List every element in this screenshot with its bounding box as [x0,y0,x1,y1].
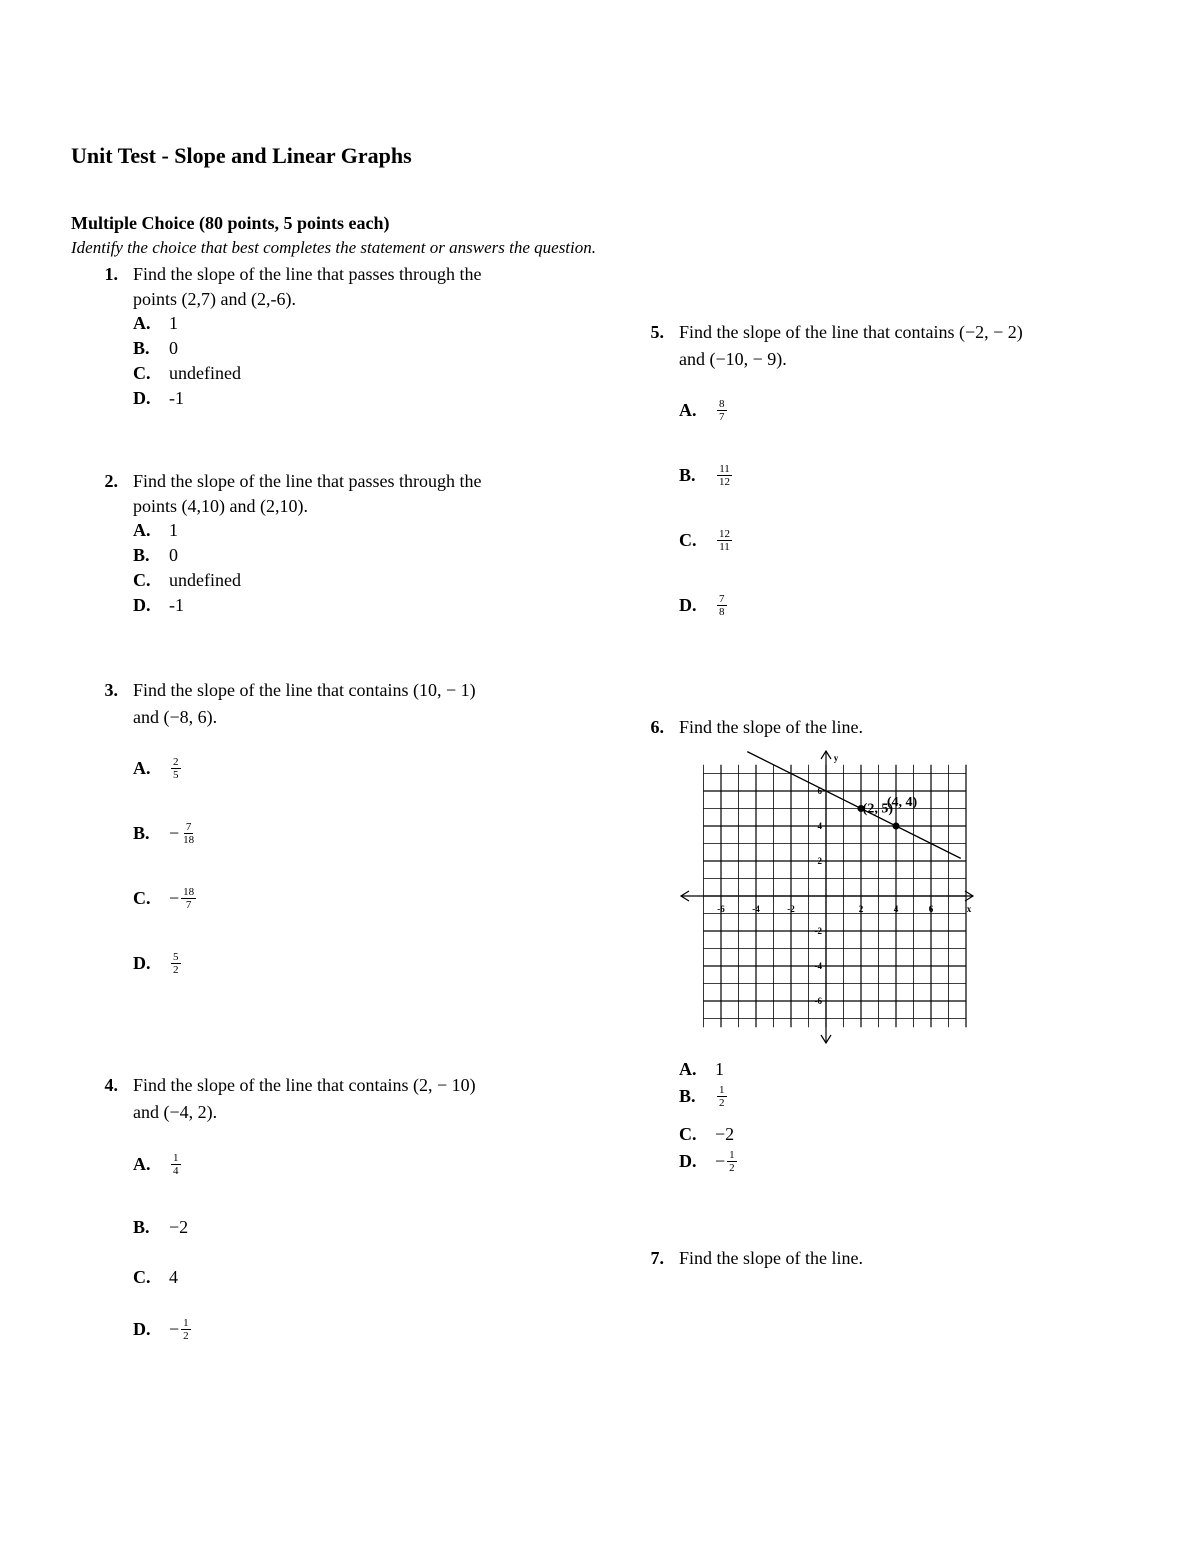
coordinate-graph [675,745,985,1050]
option-text: 1 [169,520,178,540]
x-tick-label: 2 [858,904,864,914]
y-tick-label: 4 [817,821,822,831]
option-letter: B. [133,1217,150,1237]
answer-option[interactable] [133,821,196,846]
option-text: -1 [169,388,184,408]
question-text-line: Find the slope of the line that passes through the [133,264,482,284]
answer-option[interactable] [679,1059,724,1080]
option-text: −2 [169,1217,189,1237]
option-letter: B. [679,465,696,485]
answer-option[interactable] [679,463,732,488]
question-text-line: points (4,10) and (2,10). [133,496,308,516]
y-tick-label: -2 [814,926,822,936]
option-letter: C. [133,888,151,908]
question-text-line: Find the slope of the line that contains (2, − 10) [133,1075,476,1095]
option-text: undefined [169,363,241,383]
y-tick-label: -6 [814,996,822,1006]
fraction-numerator: 1 [173,1152,179,1164]
fraction-numerator: 5 [173,951,179,963]
option-letter: C. [679,530,697,550]
option-letter: D. [133,953,151,973]
y-tick-label: -4 [814,961,822,971]
fraction-numerator: 1 [183,1317,189,1329]
option-letter: C. [133,570,151,590]
fraction-denominator: 2 [183,1330,189,1342]
fraction-numerator: 7 [185,821,192,833]
option-letter: A. [133,758,151,778]
answer-option[interactable] [133,595,184,616]
option-text: 0 [169,338,178,358]
question-number: 4. [104,1075,118,1095]
question-number: 1. [104,264,118,284]
question-number: 7. [650,1248,664,1268]
answer-option[interactable] [133,756,181,781]
option-sign: − [169,1319,180,1339]
x-tick-label: -4 [752,904,760,914]
option-letter: D. [133,1319,151,1339]
answer-option[interactable] [133,520,178,541]
fraction-denominator: 5 [173,769,179,781]
question-text-line: Find the slope of the line that passes through the [133,471,482,491]
fraction-denominator: 7 [719,411,725,423]
answer-option[interactable] [679,1124,734,1145]
point-label: (2, 5) [862,801,893,817]
question-number: 2. [104,471,118,491]
option-text: 0 [169,545,178,565]
answer-option[interactable] [133,951,181,976]
answer-option[interactable] [133,338,178,359]
option-fraction [181,821,196,846]
fraction-denominator: 7 [185,899,192,911]
option-letter: D. [679,1151,697,1171]
answer-option[interactable] [679,1149,737,1174]
fraction-denominator: 2 [729,1162,735,1174]
question-text-line: Find the slope of the line that contains (10, − 1) [133,680,476,700]
answer-option[interactable] [679,593,727,618]
y-tick-label: 6 [817,786,822,796]
option-letter: D. [133,595,151,615]
option-letter: B. [679,1086,696,1106]
fraction-numerator: 2 [173,756,179,768]
option-letter: B. [133,545,150,565]
option-letter: A. [133,1154,151,1174]
answer-option[interactable] [133,313,178,334]
fraction-numerator: 12 [719,528,730,540]
y-tick-label: 2 [817,856,822,866]
option-letter: D. [133,388,151,408]
question-number: 5. [650,322,664,342]
fraction-denominator: 8 [719,606,725,618]
section-heading: Multiple Choice (80 points, 5 points each) [71,213,390,233]
question-text-line: and (−10, − 9). [679,349,787,369]
x-tick-label: 6 [928,904,934,914]
option-letter: A. [133,313,151,333]
fraction-numerator: 7 [719,593,725,605]
option-fraction [717,593,727,618]
option-text: undefined [169,570,241,590]
option-sign: − [169,888,180,908]
option-fraction [727,1149,737,1174]
fraction-denominator: 4 [173,1165,179,1177]
point-label: (4, 4) [886,795,918,810]
answer-option[interactable] [133,1317,191,1342]
answer-option[interactable] [133,545,178,566]
x-tick-label: 4 [893,904,899,914]
fraction-numerator: 8 [719,398,725,410]
answer-option[interactable] [133,886,196,911]
option-letter: C. [679,1124,697,1144]
option-letter: B. [133,338,150,358]
option-text: -1 [169,595,184,615]
x-axis-label: x [966,904,972,914]
fraction-numerator: 11 [719,463,730,475]
question-text-line: and (−4, 2). [133,1102,218,1122]
option-fraction [717,1084,727,1109]
fraction-denominator: 12 [719,476,730,488]
option-letter: A. [133,520,151,540]
option-fraction [171,756,181,781]
graph-line [747,752,961,859]
option-letter: A. [679,1059,697,1079]
y-axis-label: y [833,753,839,763]
option-text: 4 [169,1267,178,1287]
question-text-line: Find the slope of the line. [679,717,863,737]
option-fraction [181,1317,191,1342]
answer-option[interactable] [133,570,241,591]
option-letter: C. [133,1267,151,1287]
question-text-line: Find the slope of the line. [679,1248,863,1268]
answer-option[interactable] [133,1217,188,1238]
question-number: 3. [104,680,118,700]
answer-option[interactable] [133,1152,181,1177]
graph-point [893,823,900,830]
fraction-denominator: 2 [173,964,179,976]
option-letter: C. [133,363,151,383]
option-fraction [717,398,727,423]
option-text: 1 [169,313,178,333]
option-letter: D. [679,595,697,615]
fraction-numerator: 1 [729,1149,735,1161]
section-instructions: Identify the choice that best completes the statement or answers the question. [71,238,596,257]
option-sign: − [169,823,180,843]
option-sign: − [715,1151,726,1171]
option-text: 1 [715,1059,724,1079]
answer-option[interactable] [679,1084,727,1109]
answer-option[interactable] [679,528,732,553]
option-fraction [717,528,732,553]
fraction-denominator: 2 [719,1097,725,1109]
page-title: Unit Test - Slope and Linear Graphs [71,143,412,168]
question-number: 6. [650,717,664,737]
question-text-line: points (2,7) and (2,-6). [133,289,296,309]
question-text-line: Find the slope of the line that contains (−2, − 2) [679,322,1023,342]
answer-option[interactable] [133,388,184,409]
fraction-denominator: 11 [719,541,730,553]
question-text-line: and (−8, 6). [133,707,218,727]
answer-option[interactable] [133,363,241,384]
option-letter: B. [133,823,150,843]
option-fraction [717,463,732,488]
option-fraction [171,1152,181,1177]
fraction-numerator: 1 [719,1084,725,1096]
x-tick-label: -2 [787,904,795,914]
option-fraction [171,951,181,976]
x-tick-label: -6 [717,904,725,914]
fraction-denominator: 18 [183,834,195,846]
answer-option[interactable] [679,398,727,423]
option-letter: A. [679,400,697,420]
answer-option[interactable] [133,1267,178,1288]
fraction-numerator: 18 [183,886,195,898]
option-text: −2 [715,1124,735,1144]
option-fraction [181,886,196,911]
